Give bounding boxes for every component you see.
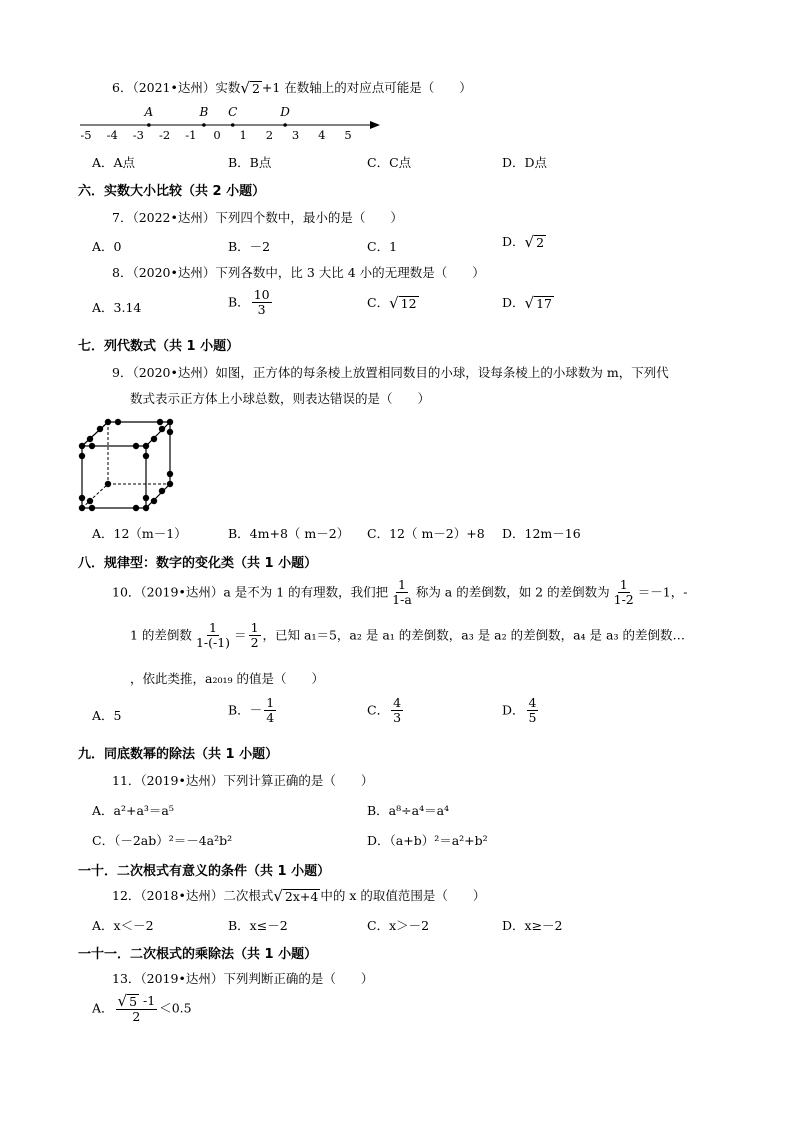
number-line-point	[283, 123, 287, 127]
q8-option-b-num: 10	[253, 287, 270, 302]
q13-stem: 13．（2019•达州）下列判断正确的是（ ）	[112, 971, 374, 986]
q10-option-d-den: 5	[528, 710, 537, 726]
q12-option-d[interactable]: D．x≥－2	[502, 918, 563, 933]
cube-ball	[167, 429, 173, 435]
q6-stem-prefix: 6．（2021•达州）实数	[112, 80, 241, 95]
q8-option-b-label: B．	[228, 294, 250, 310]
number-line-tick-label: 4	[318, 128, 326, 142]
cube-ball	[159, 488, 165, 494]
cube-ball	[143, 505, 149, 511]
q7-option-d-sqrt: √ 2	[524, 233, 545, 251]
q8-option-c-label: C．	[367, 295, 390, 310]
cube-ball	[97, 426, 103, 432]
q8-option-c[interactable]	[367, 293, 419, 311]
q6-number-line	[70, 100, 390, 148]
q7-option-d-radicand: 2	[536, 235, 545, 251]
cube-ball	[151, 436, 157, 442]
q6-sqrt: √ 2	[240, 79, 260, 97]
q8-option-b-den: 3	[257, 302, 266, 318]
q9-stem-line1: 9．（2020•达州）如图，正方体的每条棱上放置相同数目的小球，设每条棱上的小球数为 m，下列代	[112, 365, 669, 380]
section-10-heading: 一十．二次根式有意义的条件（共 1 小题）	[78, 864, 331, 879]
q12-radicand: 2x+4	[284, 889, 319, 905]
cube-ball	[167, 471, 173, 477]
q10-option-b[interactable]	[228, 696, 278, 726]
q8-option-d-sqrt: √ 17	[524, 294, 552, 312]
q10-option-c-den: 3	[393, 710, 402, 726]
q11-option-a[interactable]: A．a²+a³＝a⁵	[92, 803, 174, 818]
q10-part1: 10．（2019•达州）a 是不为 1 的有理数，我们把	[112, 584, 389, 600]
q11-option-c[interactable]: C．（－2ab）²＝－4a²b²	[92, 833, 233, 848]
number-line-tick-label: 3	[291, 128, 300, 142]
cube-ball	[79, 495, 85, 501]
q13-option-a-sqrt: √ 5	[117, 992, 138, 1010]
q10-line2-part1: 1 的差倒数	[130, 627, 192, 643]
q10-line3: ，依此类推，a₂₀₁₉ 的值是（ ）	[130, 671, 324, 686]
cube-ball	[133, 505, 139, 511]
cube-ball	[143, 443, 149, 449]
cube-ball	[105, 419, 111, 425]
number-line-tick-label: 1	[239, 128, 247, 142]
cube-ball	[159, 426, 165, 432]
q10-option-b-num: 1	[266, 695, 275, 710]
q8-option-b-fraction	[252, 288, 272, 318]
number-line-tick-label: -5	[80, 128, 92, 142]
cube-ball	[87, 436, 93, 442]
q10-frac3-den: 1-(-1)	[195, 635, 231, 651]
q12-stem-prefix: 12．（2018•达州）二次根式	[112, 888, 274, 903]
q12-stem-suffix: 中的 x 的取值范围是（ ）	[320, 888, 486, 903]
q12-option-a[interactable]: A．x＜－2	[92, 918, 154, 933]
q8-option-a[interactable]: A．3.14	[92, 300, 142, 315]
q12-option-c[interactable]: C．x＞－2	[367, 918, 430, 933]
cube-ball	[143, 495, 149, 501]
q7-option-d-label: D．	[502, 234, 525, 249]
cube-ball	[151, 498, 157, 504]
q7-option-d[interactable]	[502, 232, 546, 250]
cube-ball	[105, 481, 111, 487]
q7-option-a[interactable]: A．0	[92, 239, 122, 254]
cube-ball	[79, 505, 85, 511]
cube-ball	[167, 419, 173, 425]
q10-frac1	[390, 578, 414, 608]
q10-line2-part2: ，已知 a₁＝5，a₂ 是 a₁ 的差倒数，a₃ 是 a₂ 的差倒数，a₄ 是 a₃ 的差倒数…	[262, 627, 685, 643]
q7-stem: 7．（2022•达州）下列四个数中，最小的是（ ）	[112, 210, 403, 225]
q11-option-b[interactable]: B．a⁸÷a⁴＝a⁴	[367, 803, 450, 818]
q13-option-a[interactable]	[92, 994, 192, 1024]
q10-option-d-label: D．	[502, 702, 525, 718]
q10-part2: 称为 a 的差倒数，如 2 的差倒数为	[415, 584, 610, 600]
cube-ball	[79, 453, 85, 459]
q13-option-a-label: A．	[92, 1000, 114, 1016]
q13-option-a-den: 2	[132, 1009, 141, 1024]
q6-option-c[interactable]: C．C点	[367, 155, 412, 170]
q10-frac4	[249, 621, 261, 651]
number-line-point	[231, 123, 235, 127]
q10-option-c-fraction	[391, 696, 403, 726]
cube-ball	[157, 419, 163, 425]
q11-stem: 11．（2019•达州）下列计算正确的是（ ）	[112, 773, 374, 788]
q8-option-b[interactable]	[228, 288, 274, 318]
q7-option-c[interactable]: C．1	[367, 239, 398, 254]
q12-option-b[interactable]: B．x≤－2	[228, 918, 288, 933]
q10-option-b-den: 4	[266, 710, 275, 726]
q7-option-b[interactable]: B．－2	[228, 239, 271, 254]
q8-stem: 8．（2020•达州）下列各数中，比 3 大比 4 小的无理数是（ ）	[112, 265, 485, 280]
q10-option-c-label: C．	[367, 702, 390, 718]
number-line-point-label: D	[280, 105, 290, 119]
q10-option-a[interactable]: A．5	[92, 708, 122, 723]
section-6-heading: 六．实数大小比较（共 2 小题）	[78, 184, 266, 199]
q10-frac3	[194, 621, 232, 651]
q8-option-d-label: D．	[502, 295, 525, 310]
cube-ball	[115, 419, 121, 425]
cube-ball	[133, 443, 139, 449]
q6-option-a[interactable]: A．A点	[92, 155, 136, 170]
q10-option-d[interactable]	[502, 696, 540, 726]
q10-option-c[interactable]	[367, 696, 405, 726]
q10-option-d-num: 4	[528, 695, 537, 710]
q13-option-a-num	[116, 994, 158, 1010]
cube-ball	[87, 498, 93, 504]
cube-ball	[89, 443, 95, 449]
number-line-point-label: A	[144, 105, 154, 119]
q10-option-b-label: B．－	[228, 702, 263, 718]
number-line-point	[202, 123, 206, 127]
number-line-tick-label: 5	[344, 128, 352, 142]
number-line-tick-label: -2	[158, 128, 171, 142]
q13-option-a-num-suffix: -1	[139, 993, 156, 1008]
q12-stem	[112, 886, 485, 904]
number-line-point-label: B	[199, 105, 209, 119]
q10-option-d-fraction	[527, 696, 539, 726]
number-line-tick-label: -4	[106, 128, 118, 142]
section-8-heading: 八．规律型：数字的变化类（共 1 小题）	[78, 556, 318, 571]
cube-ball	[89, 505, 95, 511]
q13-option-a-suffix: ＜0.5	[159, 1000, 192, 1016]
cube-ball	[143, 453, 149, 459]
q10-part3: ＝－1，-	[637, 584, 688, 600]
number-line-point-label: C	[228, 105, 238, 119]
q6-option-d[interactable]: D．D点	[502, 155, 548, 170]
section-7-heading: 七．列代数式（共 1 小题）	[78, 339, 240, 354]
q10-frac1-den: 1-a	[392, 592, 412, 608]
number-line-point	[147, 123, 151, 127]
q9-option-a[interactable]: A．12（m－1）	[92, 526, 187, 541]
q6-option-b[interactable]: B．B点	[228, 155, 272, 170]
number-line-tick-label: 0	[213, 128, 221, 142]
q8-option-d-radicand: 17	[536, 296, 552, 312]
q9-cube-figure	[74, 414, 178, 514]
q10-line2	[130, 621, 685, 651]
cube-ball	[167, 481, 173, 487]
q10-option-c-num: 4	[393, 695, 402, 710]
q10-frac2-num: 1	[619, 577, 628, 592]
number-line-tick-label: -1	[185, 128, 197, 142]
section-11-heading: 一十一．二次根式的乘除法（共 1 小题）	[78, 947, 318, 962]
q6-radicand: 2	[251, 81, 260, 97]
q9-option-c[interactable]: C．12（ m－2）+8	[367, 526, 485, 541]
q10-frac2-den: 1-2	[613, 592, 634, 608]
number-line-tick-label: -3	[132, 128, 145, 142]
cube-ball	[79, 443, 85, 449]
q10-frac1-num: 1	[398, 577, 406, 592]
number-line-tick-label: 2	[265, 128, 274, 142]
q6-stem-suffix: +1 在数轴上的对应点可能是（ ）	[261, 80, 472, 95]
q10-line2-eq: ＝	[234, 627, 247, 643]
q9-option-b[interactable]: B．4m+8（ m－2）	[228, 526, 350, 541]
q10-line1	[112, 578, 687, 608]
q13-option-a-radicand: 5	[129, 994, 138, 1010]
q13-option-a-fraction	[116, 994, 158, 1024]
q10-frac4-num: 1	[250, 620, 259, 635]
q10-frac2	[612, 578, 636, 608]
q11-option-d[interactable]: D．（a+b）²＝a²+b²	[367, 833, 488, 848]
q10-frac3-num: 1	[209, 620, 217, 635]
q9-stem-line2: 数式表示正方体上小球总数，则表达错误的是（ ）	[130, 391, 431, 406]
q8-option-d[interactable]	[502, 293, 554, 311]
q10-option-b-fraction	[264, 696, 276, 726]
section-9-heading: 九．同底数幂的除法（共 1 小题）	[78, 747, 279, 762]
q12-sqrt: √ 2x+4	[273, 887, 319, 905]
q6-stem	[112, 78, 472, 96]
q10-frac4-den: 2	[250, 635, 259, 651]
q8-option-c-radicand: 12	[400, 296, 417, 312]
q8-option-c-sqrt: √ 12	[389, 294, 417, 312]
q9-option-d[interactable]: D．12m－16	[502, 526, 581, 541]
